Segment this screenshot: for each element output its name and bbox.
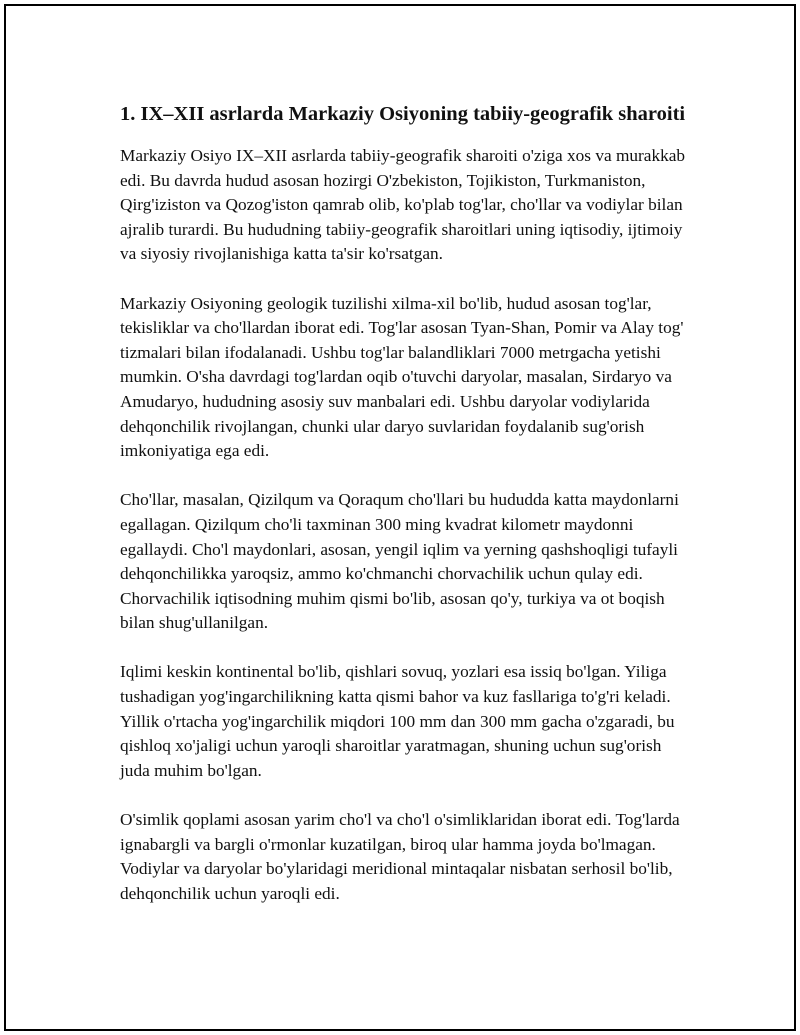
page-frame xyxy=(4,4,796,1031)
paragraph-deserts-livestock: Cho'llar, masalan, Qizilqum va Qoraqum cho'llari bu hududda katta maydonlarni egallagan. Qizilqum cho'li taxminan 300 ming kvadrat kilometr maydonni egallaydi. Cho'l maydonlari, asosan, yengil iqlim va yerning qashshoqligi tufayli dehqonchilikka yaroqsiz, ammo ko'chmanchi chorvachilik uchun qulay edi. Chorvachilik iqtisodning muhim qismi bo'lib, asosan qo'y, turkiya va ot boqish bilan shug'ullanilgan. xyxy=(120,490,679,633)
section-title: 1. IX–XII asrlarda Markaziy Osiyoning tabiiy-geografik sharoiti xyxy=(120,103,686,125)
paragraph-geology-rivers: Markaziy Osiyoning geologik tuzilishi xilma-xil bo'lib, hudud asosan tog'lar, tekisliklar va cho'llardan iborat edi. Tog'lar asosan Tyan-Shan, Pomir va Alay tog' tizmalari bilan ifodalanadi. Ushbu tog'lar balandliklari 7000 metrgacha yetishi mumkin. O'sha davrdagi tog'lardan oqib o'tuvchi daryolar, masalan, Sirdaryo va Amudaryo, hududning asosiy suv manbalari edi. Ushbu daryolar vodiylarida dehqonchilik rivojlangan, chunki ular daryo suvlaridan foydalanib sug'orish imkoniyatiga ega edi. xyxy=(120,293,684,461)
paragraph-climate: Iqlimi keskin kontinental bo'lib, qishlari sovuq, yozlari esa issiq bo'lgan. Yiliga tushadigan yog'ingarchilikning katta qismi bahor va kuz fasllariga to'g'ri keladi. Yillik o'rtacha yog'ingarchilik miqdori 100 mm dan 300 mm gacha o'zgaradi, bu qishloq xo'jaligi uchun yaroqli sharoitlar yaratmagan, shuning uchun sug'orish juda muhim bo'lgan. xyxy=(120,662,675,780)
paragraph-vegetation: O'simlik qoplami asosan yarim cho'l va cho'l o'simliklaridan iborat edi. Tog'larda ignabargli va bargli o'rmonlar kuzatilgan, biroq ular hamma joyda bo'lmagan. Vodiylar va daryolar bo'ylaridagi meridional mintaqalar nisbatan serhosil bo'lib, dehqonchilik uchun yaroqli edi. xyxy=(120,810,680,903)
paragraph-geography-overview: Markaziy Osiyo IX–XII asrlarda tabiiy-geografik sharoiti o'ziga xos va murakkab edi. Bu davrda hudud asosan hozirgi O'zbekiston, Tojikiston, Turkmaniston, Qirg'iziston va Qozog'iston qamrab olib, ko'plab tog'lar, cho'llar va vodiylar bilan ajralib turardi. Bu hududning tabiiy-geografik sharoitlari uning iqtisodiy, ijtimoiy va siyosiy rivojlanishiga katta ta'sir ko'rsatgan. xyxy=(120,146,686,264)
document-body xyxy=(120,100,692,931)
